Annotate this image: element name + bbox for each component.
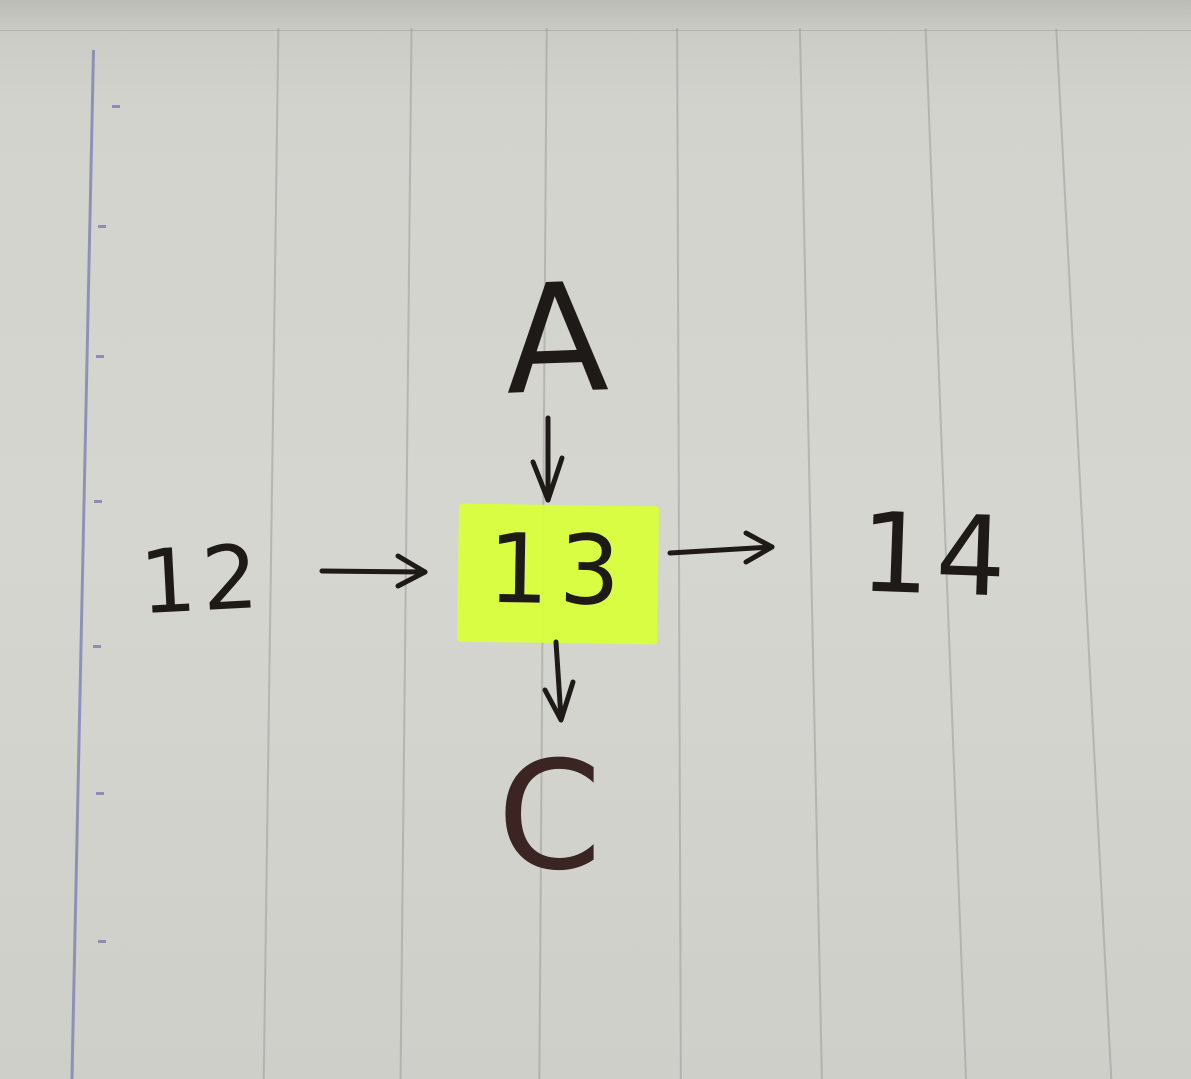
arrow-top-to-center xyxy=(533,418,562,500)
node-center: 13 xyxy=(487,512,632,628)
node-bottom: C xyxy=(497,730,602,904)
node-right: 14 xyxy=(857,488,1015,622)
node-left: 12 xyxy=(137,524,267,635)
arrow-left-to-center xyxy=(322,556,425,586)
arrow-center-to-bottom xyxy=(545,642,573,720)
arrow-center-to-right xyxy=(670,533,772,562)
node-top: A xyxy=(501,251,611,429)
